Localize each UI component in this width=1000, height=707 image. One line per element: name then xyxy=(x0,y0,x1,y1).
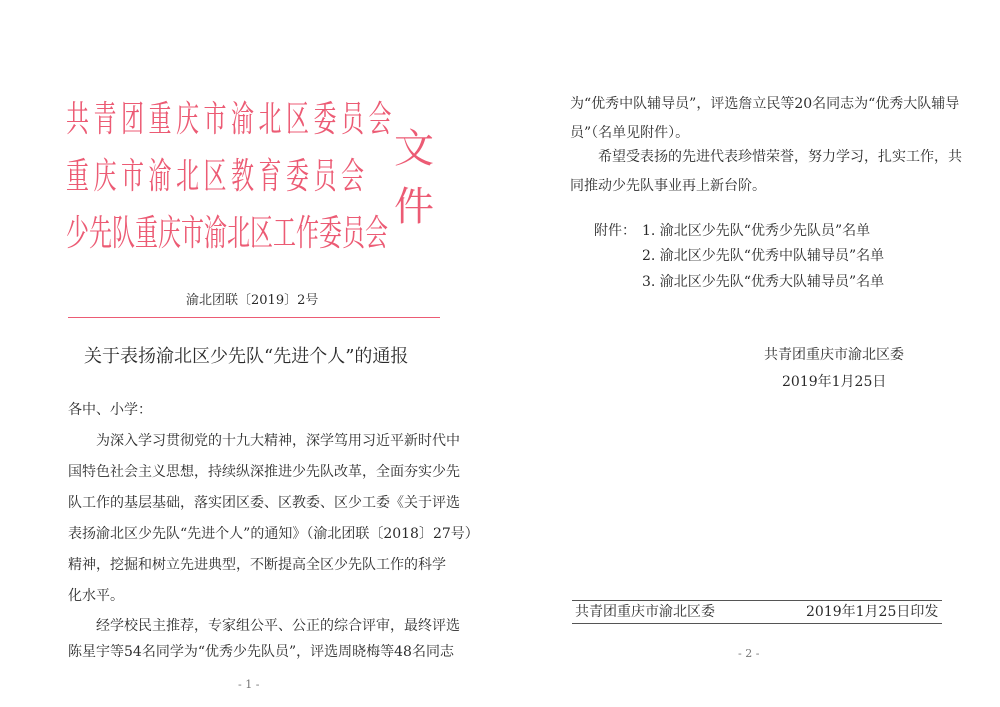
signature-org: 共青团重庆市渝北区委 xyxy=(764,347,904,363)
footer-bottom-rule xyxy=(572,623,942,624)
body-line: 同推动少先队事业再上新台阶。 xyxy=(570,178,766,194)
signature-date: 2019年1月25日 xyxy=(782,374,887,390)
body-line: 为“优秀中队辅导员”，评选詹立民等20名同志为“优秀大队辅导 xyxy=(570,96,960,112)
body-line: 陈星宇等54名同学为“优秀少先队员”，评选周晓梅等48名同志 xyxy=(68,644,454,660)
header-org-3: 少先队重庆市渝北区工作委员会 xyxy=(66,214,388,255)
body-line: 队工作的基层基础，落实团区委、区教委、区少工委《关于评选 xyxy=(68,495,460,511)
header-org-2: 重庆市渝北区教育委员会 xyxy=(66,157,369,198)
body-line: 员”（名单见附件）。 xyxy=(570,125,690,141)
footer-org: 共青团重庆市渝北区委 xyxy=(575,604,715,620)
body-line: 精神，挖掘和树立先进典型，不断提高全区少先队工作的科学 xyxy=(68,557,446,573)
body-line: 经学校民主推荐，专家组公平、公正的综合评审，最终评选 xyxy=(96,618,460,634)
body-line: 希望受表扬的先进代表珍惜荣誉，努力学习，扎实工作，共 xyxy=(598,149,962,165)
doc-title: 关于表扬渝北区少先队“先进个人”的通报 xyxy=(84,346,409,367)
doc-number: 渝北团联〔2019〕2号 xyxy=(186,293,319,308)
attachment-item: 1. 渝北区少先队“优秀少先队员”名单 xyxy=(642,223,871,239)
attachments-label: 附件： xyxy=(594,223,636,239)
body-line: 化水平。 xyxy=(68,588,124,604)
body-line: 为深入学习贯彻党的十九大精神，深学笃用习近平新时代中 xyxy=(96,433,460,449)
header-org-1: 共青团重庆市渝北区委员会 xyxy=(66,100,396,141)
body-line: 表扬渝北区少先队“先进个人”的通知》（渝北团联〔2018〕27号） xyxy=(68,526,479,542)
red-divider xyxy=(68,317,440,318)
footer-top-rule xyxy=(572,600,942,601)
footer-date: 2019年1月25日印发 xyxy=(806,604,939,620)
attachment-item: 3. 渝北区少先队“优秀大队辅导员”名单 xyxy=(642,274,885,290)
body-line: 国特色社会主义思想，持续纵深推进少先队改革，全面夯实少先 xyxy=(68,464,460,480)
header-suffix: 文件 xyxy=(394,126,434,230)
page-number: - 1 - xyxy=(238,678,260,691)
attachment-item: 2. 渝北区少先队“优秀中队辅导员”名单 xyxy=(642,248,885,264)
salutation: 各中、小学： xyxy=(68,402,152,418)
page-number: - 2 - xyxy=(738,647,760,660)
